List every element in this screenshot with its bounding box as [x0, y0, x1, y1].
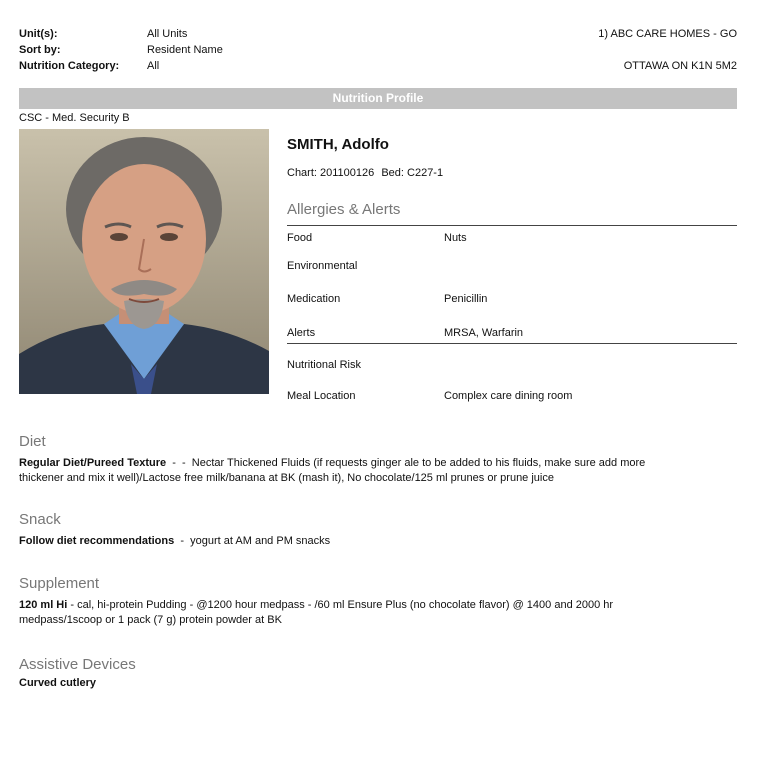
medication-value: Penicillin	[444, 293, 488, 305]
units-value: All Units	[147, 28, 188, 40]
food-value: Nuts	[444, 232, 467, 244]
chart-number: Chart: 201100126	[287, 167, 375, 179]
diet-text	[19, 456, 669, 486]
meal-location-row	[287, 390, 572, 402]
page-title: Nutrition Profile	[19, 88, 737, 109]
diet-details: - - Nectar Thickened Fluids (if requests ginger ale to be added to his fluids, make sure add more thickener and mix it well)/Lactose free milk/banana at BK (mash it), No chocolate/125 ml prunes or prune juice	[19, 457, 649, 484]
environmental-row	[287, 260, 444, 272]
alerts-value: MRSA, Warfarin	[444, 327, 524, 339]
category-row	[19, 58, 223, 74]
devices-value: Curved cutlery	[19, 677, 97, 689]
devices-heading: Assistive Devices	[19, 656, 136, 673]
diet-type: Regular Diet/Pureed Texture	[19, 457, 167, 469]
facility-info	[598, 26, 737, 74]
supplement-type: 120 ml Hi	[19, 599, 68, 611]
allergies-heading: Allergies & Alerts	[287, 201, 401, 218]
food-label: Food	[287, 232, 313, 244]
sort-value: Resident Name	[147, 44, 223, 56]
report-filters	[19, 26, 223, 74]
chart-bed-line	[287, 167, 447, 179]
resident-photo	[19, 129, 269, 394]
bed-number: Bed: C227-1	[381, 167, 444, 179]
alerts-label: Alerts	[287, 327, 316, 339]
risk-row	[287, 359, 444, 371]
meal-location-value: Complex care dining room	[444, 390, 573, 402]
environmental-label: Environmental	[287, 260, 358, 272]
risk-label: Nutritional Risk	[287, 359, 361, 371]
alerts-row	[287, 327, 523, 339]
unit-line: CSC - Med. Security B	[19, 112, 130, 124]
food-row	[287, 232, 467, 244]
snack-heading: Snack	[19, 511, 61, 528]
snack-type: Follow diet recommendations	[19, 535, 175, 547]
snack-text	[19, 534, 699, 549]
supplement-heading: Supplement	[19, 575, 100, 592]
sort-row	[19, 42, 223, 58]
units-label: Unit(s):	[19, 28, 58, 40]
meal-location-label: Meal Location	[287, 390, 356, 402]
supplement-details: - cal, hi-protein Pudding - @1200 hour medpass - /60 ml Ensure Plus (no chocolate flavor) @ 1400 and 2000 hr medpass/1scoop or 1 pack (7 g) protein powder at BK	[19, 599, 614, 626]
allergies-divider-bottom	[287, 343, 737, 344]
snack-details: - yogurt at AM and PM snacks	[174, 535, 331, 547]
category-value: All	[147, 60, 160, 72]
supplement-text	[19, 598, 629, 628]
medication-label: Medication	[287, 293, 341, 305]
devices-text	[19, 676, 699, 691]
allergies-divider-top	[287, 225, 737, 226]
facility-location: OTTAWA ON K1N 5M2	[623, 60, 737, 72]
medication-row	[287, 293, 487, 305]
diet-heading: Diet	[19, 433, 46, 450]
sort-label: Sort by:	[19, 44, 61, 56]
resident-portrait-icon	[19, 129, 269, 394]
units-row	[19, 26, 223, 42]
resident-name: SMITH, Adolfo	[287, 136, 389, 153]
facility-name: 1) ABC CARE HOMES - GO	[598, 28, 737, 40]
category-label: Nutrition Category:	[19, 60, 120, 72]
